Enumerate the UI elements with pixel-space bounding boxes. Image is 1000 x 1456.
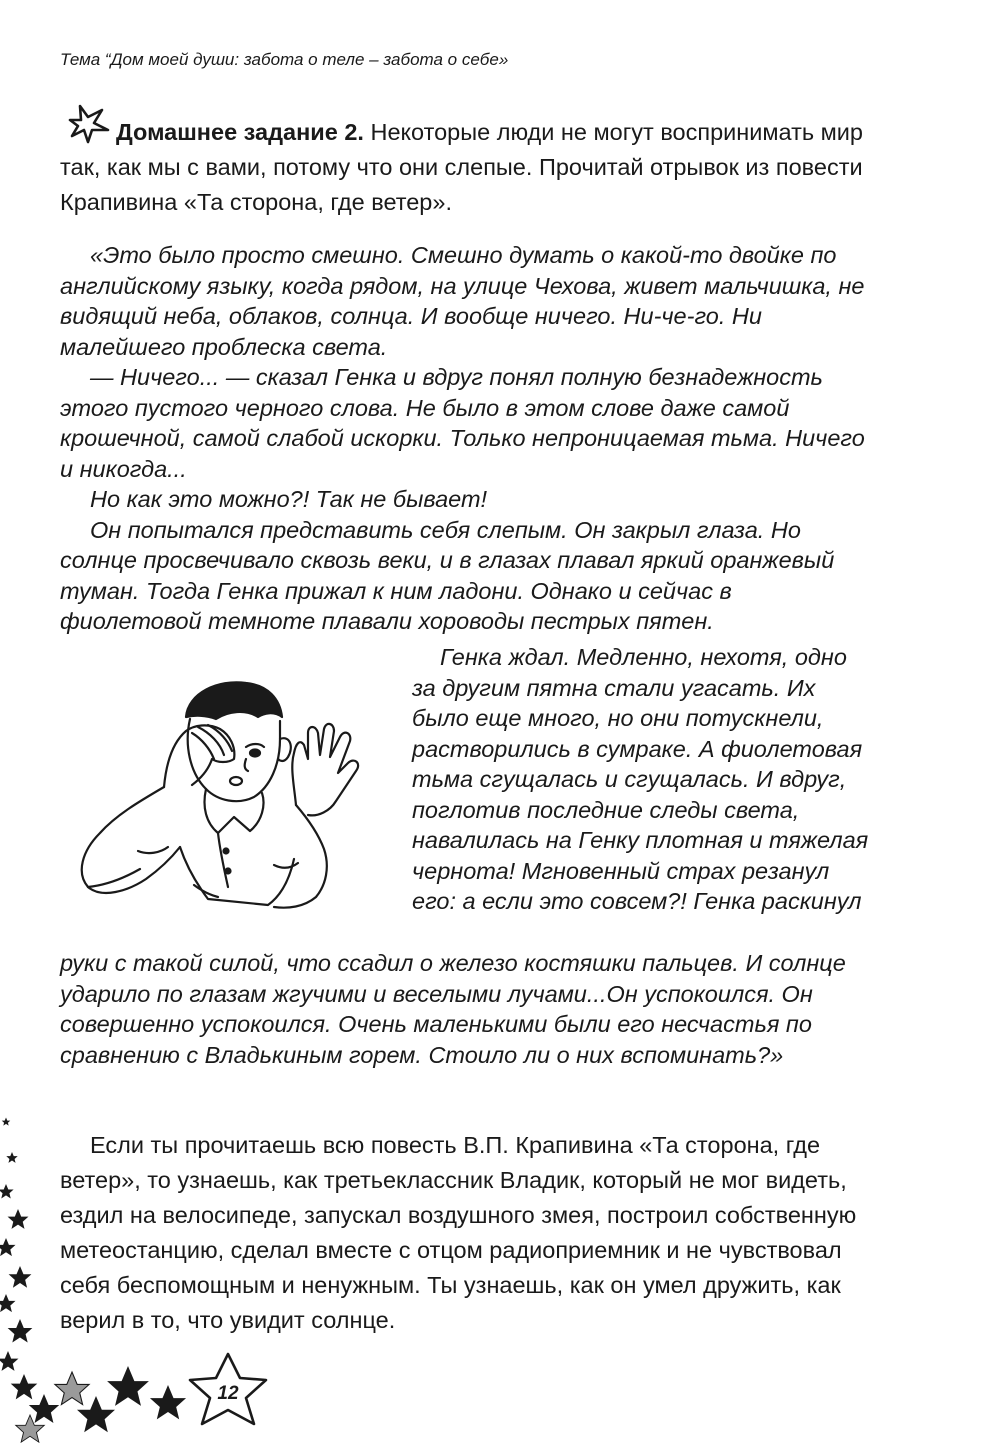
homework-title: Домашнее задание 2. <box>116 119 364 145</box>
page-header-topic: Тема “Дом моей души: забота о теле – забота о себе» <box>60 50 509 69</box>
excerpt-side <box>412 642 870 917</box>
excerpt-paragraph: руки с такой силой, что ссадил о железо костяшки пальцев. И солнце ударило по глазам жгучими и веселыми лучами...Он успокоился. Он совершенно успокоился. Очень маленькими были его несчастья по сравнению с Владькиным горем. Стоило ли о них вспоминать?» <box>60 950 846 1068</box>
excerpt-paragraph: «Это было просто смешно. Смешно думать о какой-то двойке по английскому языку, когда рядом, на улице Чехова, живет мальчишка, не видящий неба, облаков, солнца. И вообще ничего. Ни-че-го. Ни малейшего проблеска света. <box>60 242 865 360</box>
excerpt-paragraph: Но как это можно?! Так не бывает! <box>90 486 488 512</box>
excerpt-paragraph: — Ничего... — сказал Генка и вдруг понял полную безнадежность этого пустого черного слова. Не было в этом слове даже самой крошечной, самой слабой искорки. Только непроницаемая тьма. Ничего и никогда... <box>60 364 865 482</box>
homework-text: Некоторые люди не могут воспринимать мир так, как мы с вами, потому что они слепые. Прочитай отрывок из повести Крапивина «Та сторона, где ветер». <box>60 119 864 215</box>
excerpt-bottom <box>60 948 870 1070</box>
closing-paragraph: Если ты прочитаешь всю повесть В.П. Крапивина «Та сторона, где ветер», то узнаешь, как третьеклассник Владик, который не мог видеть, ездил на велосипеде, запускал воздушного змея, построил собственную метеостанцию, сделал вместе с отцом радиоприемник и не чувствовал себя беспомощным и ненужным. Ты узнаешь, как он умел дружить, как верил в то, что увидит солнце. <box>60 1132 857 1333</box>
page-number: 12 <box>217 1383 239 1404</box>
excerpt-top <box>60 240 870 637</box>
excerpt-paragraph: Генка ждал. Медленно, нехотя, одно за другим пятна стали угасать. Их было еще много, но они потускнели, растворились в сумраке. А фиолетовая тьма сгущалась и сгущалась. И вдруг, поглотив последние следы света, навалилась на Генку плотная и тяжелая чернота! Мгновенный страх резанул его: а если это совсем?! Генка раскинул <box>412 644 869 914</box>
homework-task <box>60 115 870 220</box>
star-decoration-icon <box>0 1110 300 1456</box>
excerpt-paragraph: Он попытался представить себя слепым. Он закрыл глаза. Но солнце просвечивало сквозь веки, и в глазах плавал яркий оранжевый туман. Тогда Генка прижал к ним ладони. Однако и сейчас в фиолетовой темноте плавали хороводы пестрых пятен. <box>60 516 835 634</box>
boy-covering-eyes-illustration <box>68 655 403 927</box>
